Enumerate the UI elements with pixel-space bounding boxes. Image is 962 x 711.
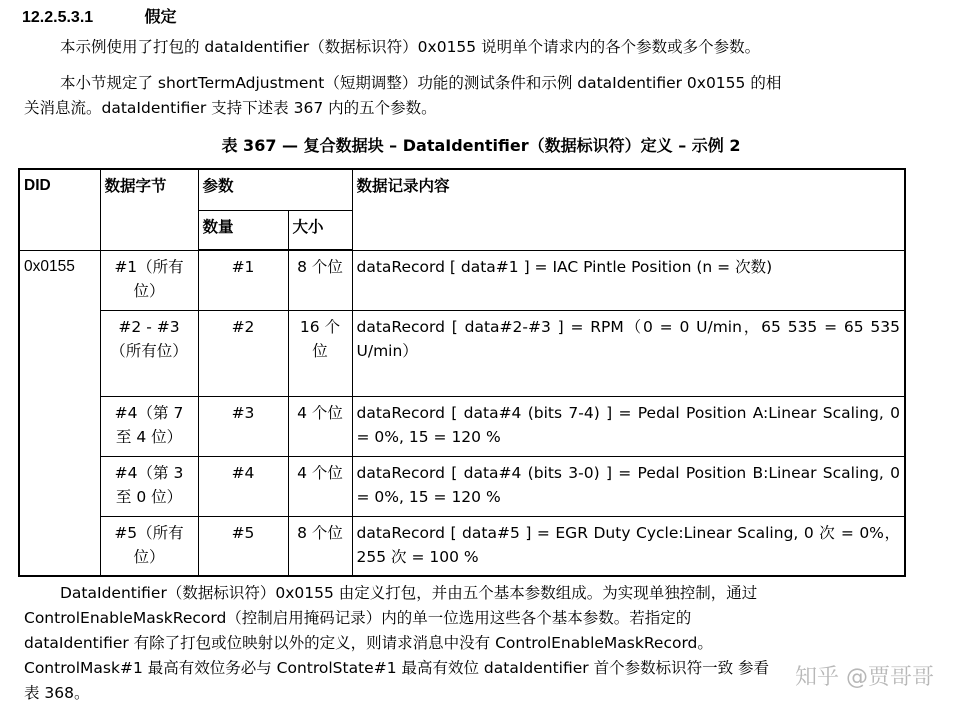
footer-line-5: 表 368。 xyxy=(24,684,90,702)
section-number: 12.2.5.3.1 xyxy=(22,9,94,26)
footer-line-4: ControlMask#1 最高有效位务必与 ControlState#1 最高有效位 dataIdentifier 首个参数标识符一致 参看 xyxy=(24,659,770,677)
intro-paragraph-2-line-2: 关消息流。dataIdentifier 支持下述表 367 内的五个参数。 xyxy=(24,99,437,117)
data-byte-cell: #4（第 7 至 4 位） xyxy=(100,396,198,456)
size-cell: 8 个位 xyxy=(288,250,352,310)
data-byte-cell: #5（所有位） xyxy=(100,516,198,576)
intro-paragraph-1: 本示例使用了打包的 dataIdentifier（数据标识符）0x0155 说明单个请求内的各个参数或多个参数。 xyxy=(60,38,761,56)
count-cell: #5 xyxy=(198,516,288,576)
size-cell: 4 个位 xyxy=(288,456,352,516)
size-cell: 8 个位 xyxy=(288,516,352,576)
intro-paragraph-2-line-1: 本小节规定了 shortTermAdjustment（短期调整）功能的测试条件和示例 dataIdentifier 0x0155 的相 xyxy=(60,74,782,92)
header-record-content: 数据记录内容 xyxy=(352,169,905,250)
footer-line-1: DataIdentifier（数据标识符）0x0155 由定义打包，并由五个基本参数组成。为实现单独控制，通过 xyxy=(60,584,758,602)
header-did: DID xyxy=(19,169,100,250)
section-heading xyxy=(22,4,176,27)
data-byte-cell: #2 - #3（所有位） xyxy=(100,310,198,396)
record-content-cell: dataRecord [ data#2-#3 ] = RPM（0 = 0 U/min，65 535 = 65 535 U/min） xyxy=(352,310,905,396)
count-cell: #4 xyxy=(198,456,288,516)
record-content-cell: dataRecord [ data#1 ] = IAC Pintle Position (n = 次数) xyxy=(352,250,905,310)
header-data-byte: 数据字节 xyxy=(100,169,198,250)
table-row xyxy=(19,396,905,456)
record-content-cell: dataRecord [ data#4 (bits 3-0) ] = Pedal Position B:Linear Scaling, 0 = 0%, 15 = 120 % xyxy=(352,456,905,516)
record-content-cell: dataRecord [ data#5 ] = EGR Duty Cycle:Linear Scaling, 0 次 = 0%，255 次 = 100 % xyxy=(352,516,905,576)
size-cell: 16 个位 xyxy=(288,310,352,396)
did-definition-table xyxy=(18,168,906,577)
did-value: 0x0155 xyxy=(19,250,100,576)
count-cell: #1 xyxy=(198,250,288,310)
count-cell: #3 xyxy=(198,396,288,456)
table-row xyxy=(19,310,905,396)
data-byte-cell: #1（所有位） xyxy=(100,250,198,310)
record-content-cell: dataRecord [ data#4 (bits 7-4) ] = Pedal Position A:Linear Scaling, 0 = 0%, 15 = 120 % xyxy=(352,396,905,456)
table-row xyxy=(19,516,905,576)
count-cell: #2 xyxy=(198,310,288,396)
table-row xyxy=(19,250,905,310)
footer-line-2: ControlEnableMaskRecord（控制启用掩码记录）内的单一位选用这些各个基本参数。若指定的 xyxy=(24,609,692,627)
header-count: 数量 xyxy=(198,211,288,251)
header-parameter: 参数 xyxy=(198,169,352,211)
watermark: 知乎 @贾哥哥 xyxy=(795,665,934,690)
size-cell: 4 个位 xyxy=(288,396,352,456)
data-byte-cell: #4（第 3 至 0 位） xyxy=(100,456,198,516)
footer-line-3: dataIdentifier 有除了打包或位映射以外的定义，则请求消息中没有 ControlEnableMaskRecord。 xyxy=(24,634,713,652)
header-size: 大小 xyxy=(288,211,352,251)
table-caption: 表 367 — 复合数据块 – DataIdentifier（数据标识符）定义 – 示例 2 xyxy=(221,136,741,155)
section-title: 假定 xyxy=(144,9,177,26)
table-row xyxy=(19,456,905,516)
